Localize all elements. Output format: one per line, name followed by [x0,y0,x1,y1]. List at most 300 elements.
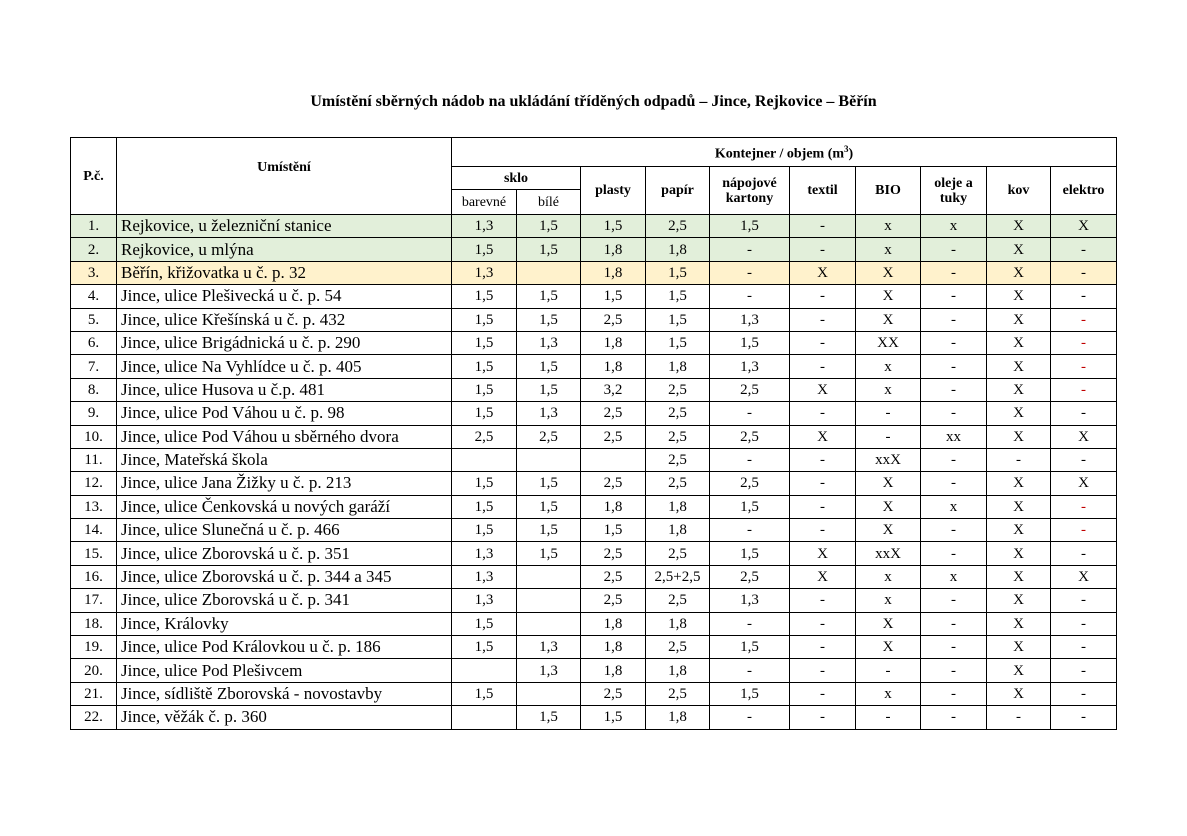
header-textil: textil [790,167,856,215]
cell-oleje-tuky: - [921,612,987,635]
cell-plasty: 3,2 [581,378,646,401]
cell-papir: 1,5 [646,331,710,354]
cell-oleje-tuky: - [921,331,987,354]
cell-sklo-barevne: 1,5 [452,378,517,401]
table-row [71,448,1117,471]
cell-sklo-barevne: 1,3 [452,589,517,612]
table-row [71,425,1117,448]
cell-oleje-tuky: - [921,472,987,495]
cell-elektro: - [1051,589,1117,612]
row-number: 20. [71,659,117,682]
cell-papir: 1,5 [646,261,710,284]
row-number: 2. [71,238,117,261]
cell-napojove-kartony: - [710,448,790,471]
cell-textil: X [790,378,856,401]
cell-oleje-tuky: - [921,448,987,471]
cell-bio: x [856,565,921,588]
row-location: Jince, ulice Brigádnická u č. p. 290 [117,331,452,354]
header-elektro: elektro [1051,167,1117,215]
cell-sklo-barevne: 1,5 [452,682,517,705]
header-kov: kov [987,167,1051,215]
cell-bio: x [856,589,921,612]
cell-papir: 2,5 [646,402,710,425]
cell-napojove-kartony: - [710,659,790,682]
cell-papir: 1,8 [646,495,710,518]
cell-textil: - [790,589,856,612]
cell-papir: 2,5 [646,589,710,612]
cell-plasty: 2,5 [581,565,646,588]
cell-textil: - [790,355,856,378]
cell-kov: X [987,402,1051,425]
cell-sklo-bile [517,448,581,471]
cell-sklo-barevne: 1,5 [452,355,517,378]
cell-bio: x [856,355,921,378]
cell-papir: 2,5 [646,425,710,448]
cell-kov: X [987,378,1051,401]
cell-kov: X [987,519,1051,542]
cell-elektro: X [1051,472,1117,495]
row-location: Jince, ulice Slunečná u č. p. 466 [117,519,452,542]
document-title: Umístění sběrných nádob na ukládání tříděných odpadů – Jince, Rejkovice – Běřín [310,93,877,110]
row-number: 13. [71,495,117,518]
cell-sklo-bile: 1,5 [517,519,581,542]
cell-elektro: - [1051,659,1117,682]
cell-sklo-bile [517,261,581,284]
cell-oleje-tuky: - [921,682,987,705]
cell-napojove-kartony: 1,5 [710,495,790,518]
row-number: 3. [71,261,117,284]
cell-sklo-barevne: 1,3 [452,261,517,284]
cell-sklo-bile: 1,3 [517,402,581,425]
cell-napojove-kartony: - [710,238,790,261]
cell-bio: xxX [856,542,921,565]
cell-textil: - [790,612,856,635]
cell-sklo-barevne: 1,3 [452,215,517,238]
cell-plasty: 1,5 [581,285,646,308]
cell-kov: - [987,706,1051,729]
cell-oleje-tuky: - [921,355,987,378]
cell-sklo-bile [517,682,581,705]
cell-textil: X [790,542,856,565]
cell-bio: X [856,472,921,495]
table-row [71,636,1117,659]
cell-sklo-barevne [452,448,517,471]
cell-textil: - [790,682,856,705]
cell-textil: X [790,261,856,284]
cell-bio: x [856,682,921,705]
row-location: Jince, ulice Pod Váhou u č. p. 98 [117,402,452,425]
cell-napojove-kartony: 2,5 [710,378,790,401]
cell-kov: X [987,285,1051,308]
cell-kov: X [987,565,1051,588]
cell-sklo-bile [517,612,581,635]
cell-oleje-tuky: - [921,378,987,401]
row-location: Běřín, křižovatka u č. p. 32 [117,261,452,284]
cell-sklo-barevne: 2,5 [452,425,517,448]
row-number: 11. [71,448,117,471]
row-location: Jince, věžák č. p. 360 [117,706,452,729]
cell-plasty: 2,5 [581,542,646,565]
cell-elektro: - [1051,378,1117,401]
cell-kov: X [987,612,1051,635]
cell-sklo-bile: 1,5 [517,706,581,729]
cell-textil: - [790,215,856,238]
cell-papir: 2,5 [646,215,710,238]
table-row [71,542,1117,565]
cell-oleje-tuky: - [921,659,987,682]
row-number: 8. [71,378,117,401]
cell-papir: 2,5 [646,636,710,659]
cell-textil: - [790,308,856,331]
cell-oleje-tuky: - [921,402,987,425]
cell-napojove-kartony: 2,5 [710,565,790,588]
cell-bio: xxX [856,448,921,471]
row-location: Jince, ulice Na Vyhlídce u č. p. 405 [117,355,452,378]
table-row [71,565,1117,588]
cell-sklo-barevne: 1,5 [452,331,517,354]
cell-textil: - [790,238,856,261]
table-row [71,472,1117,495]
cell-oleje-tuky: x [921,495,987,518]
row-number: 17. [71,589,117,612]
cell-bio: x [856,215,921,238]
table-row [71,659,1117,682]
cell-sklo-bile [517,589,581,612]
cell-bio: X [856,285,921,308]
cell-elektro: - [1051,238,1117,261]
row-location: Jince, ulice Zborovská u č. p. 341 [117,589,452,612]
cell-papir: 1,8 [646,238,710,261]
header-location: Umístění [117,138,452,215]
cell-sklo-barevne: 1,5 [452,612,517,635]
cell-napojove-kartony: 1,5 [710,215,790,238]
row-number: 9. [71,402,117,425]
cell-papir: 2,5 [646,378,710,401]
cell-napojove-kartony: 1,5 [710,636,790,659]
cell-textil: - [790,285,856,308]
table-row [71,612,1117,635]
cell-kov: - [987,448,1051,471]
cell-kov: X [987,215,1051,238]
cell-kov: X [987,238,1051,261]
cell-bio: X [856,612,921,635]
cell-sklo-barevne [452,706,517,729]
cell-papir: 2,5 [646,542,710,565]
cell-bio: - [856,706,921,729]
cell-plasty: 2,5 [581,402,646,425]
row-location: Jince, Královky [117,612,452,635]
header-papir: papír [646,167,710,215]
cell-kov: X [987,472,1051,495]
cell-napojove-kartony: 2,5 [710,425,790,448]
header-sklo: sklo [452,167,581,190]
row-number: 18. [71,612,117,635]
row-number: 6. [71,331,117,354]
cell-bio: XX [856,331,921,354]
cell-elektro: - [1051,495,1117,518]
cell-napojove-kartony: - [710,519,790,542]
cell-textil: - [790,659,856,682]
table-row [71,495,1117,518]
cell-kov: X [987,495,1051,518]
cell-textil: - [790,636,856,659]
cell-elektro: - [1051,261,1117,284]
cell-bio: x [856,378,921,401]
cell-kov: X [987,355,1051,378]
cell-kov: X [987,261,1051,284]
row-number: 21. [71,682,117,705]
cell-papir: 1,8 [646,706,710,729]
header-barevne: barevné [452,190,517,215]
table-row [71,238,1117,261]
cell-kov: X [987,636,1051,659]
cell-sklo-barevne: 1,5 [452,636,517,659]
cell-sklo-barevne: 1,5 [452,285,517,308]
cell-oleje-tuky: - [921,519,987,542]
cell-oleje-tuky: - [921,285,987,308]
waste-containers-table [70,137,1117,730]
header-bio: BIO [856,167,921,215]
cell-sklo-bile: 1,5 [517,238,581,261]
cell-textil: - [790,519,856,542]
table-row [71,308,1117,331]
cell-sklo-barevne: 1,5 [452,308,517,331]
cell-oleje-tuky: x [921,565,987,588]
row-location: Jince, ulice Pod Váhou u sběrného dvora [117,425,452,448]
cell-elektro: - [1051,355,1117,378]
cell-sklo-bile: 2,5 [517,425,581,448]
cell-sklo-bile: 1,5 [517,355,581,378]
cell-plasty: 1,8 [581,659,646,682]
cell-oleje-tuky: - [921,238,987,261]
cell-elektro: X [1051,215,1117,238]
table-row [71,331,1117,354]
cell-plasty: 1,8 [581,495,646,518]
cell-plasty: 1,8 [581,612,646,635]
cell-kov: X [987,589,1051,612]
cell-sklo-bile: 1,5 [517,308,581,331]
row-number: 7. [71,355,117,378]
cell-elektro: - [1051,308,1117,331]
cell-kov: X [987,682,1051,705]
cell-plasty: 2,5 [581,425,646,448]
row-location: Jince, ulice Pod Královkou u č. p. 186 [117,636,452,659]
cell-papir: 2,5 [646,472,710,495]
cell-sklo-barevne: 1,5 [452,495,517,518]
cell-sklo-barevne: 1,5 [452,472,517,495]
cell-napojove-kartony: 1,3 [710,308,790,331]
table-row [71,589,1117,612]
cell-elektro: - [1051,331,1117,354]
cell-oleje-tuky: xx [921,425,987,448]
row-location: Jince, ulice Zborovská u č. p. 351 [117,542,452,565]
cell-bio: X [856,495,921,518]
cell-napojove-kartony: - [710,612,790,635]
cell-sklo-barevne: 1,3 [452,542,517,565]
row-location: Jince, Mateřská škola [117,448,452,471]
cell-papir: 2,5 [646,448,710,471]
row-number: 10. [71,425,117,448]
cell-sklo-bile: 1,3 [517,331,581,354]
cell-plasty: 1,8 [581,636,646,659]
cell-kov: X [987,331,1051,354]
row-location: Jince, ulice Husova u č.p. 481 [117,378,452,401]
row-location: Rejkovice, u mlýna [117,238,452,261]
cell-sklo-bile: 1,5 [517,215,581,238]
header-pc: P.č. [71,138,117,215]
cell-elektro: - [1051,542,1117,565]
cell-papir: 1,8 [646,519,710,542]
table-row [71,519,1117,542]
cell-textil: - [790,495,856,518]
table-row [71,682,1117,705]
row-number: 12. [71,472,117,495]
cell-sklo-bile: 1,5 [517,542,581,565]
cell-textil: X [790,565,856,588]
cell-elektro: X [1051,565,1117,588]
table-row [71,402,1117,425]
cell-elektro: - [1051,636,1117,659]
cell-napojove-kartony: - [710,285,790,308]
cell-sklo-barevne: 1,5 [452,519,517,542]
cell-bio: X [856,636,921,659]
cell-plasty: 2,5 [581,308,646,331]
cell-napojove-kartony: - [710,261,790,284]
cell-sklo-bile: 1,5 [517,378,581,401]
cell-napojove-kartony: 1,5 [710,331,790,354]
row-number: 22. [71,706,117,729]
cell-plasty: 2,5 [581,682,646,705]
cell-sklo-barevne: 1,5 [452,402,517,425]
cell-oleje-tuky: - [921,706,987,729]
cell-napojove-kartony: - [710,706,790,729]
cell-plasty: 1,5 [581,215,646,238]
cell-papir: 1,8 [646,355,710,378]
cell-elektro: - [1051,519,1117,542]
table-row [71,378,1117,401]
cell-oleje-tuky: - [921,308,987,331]
cell-sklo-bile [517,565,581,588]
header-container-group: Kontejner / objem $(m^3)$ [452,138,1117,167]
cell-napojove-kartony: 1,5 [710,542,790,565]
cell-textil: - [790,448,856,471]
row-location: Jince, ulice Pod Plešivcem [117,659,452,682]
table-row [71,355,1117,378]
cell-kov: X [987,425,1051,448]
cell-textil: X [790,425,856,448]
row-number: 5. [71,308,117,331]
cell-plasty: 1,8 [581,355,646,378]
cell-oleje-tuky: - [921,636,987,659]
header-plasty: plasty [581,167,646,215]
cell-plasty: 2,5 [581,472,646,495]
row-location: Jince, ulice Zborovská u č. p. 344 a 345 [117,565,452,588]
cell-plasty: 2,5 [581,589,646,612]
cell-sklo-bile: 1,3 [517,636,581,659]
cell-textil: - [790,331,856,354]
row-location: Jince, ulice Čenkovská u nových garáží [117,495,452,518]
cell-sklo-bile: 1,5 [517,472,581,495]
cell-bio: - [856,425,921,448]
cell-bio: X [856,261,921,284]
cell-oleje-tuky: x [921,215,987,238]
row-number: 1. [71,215,117,238]
cell-papir: 1,8 [646,612,710,635]
row-location: Jince, sídliště Zborovská - novostavby [117,682,452,705]
cell-elektro: - [1051,402,1117,425]
row-number: 16. [71,565,117,588]
cell-oleje-tuky: - [921,542,987,565]
cell-kov: X [987,308,1051,331]
cell-bio: X [856,519,921,542]
cell-elektro: - [1051,612,1117,635]
cell-plasty: 1,8 [581,261,646,284]
cell-textil: - [790,706,856,729]
cell-plasty: 1,5 [581,519,646,542]
row-location: Jince, ulice Křešínská u č. p. 432 [117,308,452,331]
table-row [71,215,1117,238]
row-location: Jince, ulice Jana Žižky u č. p. 213 [117,472,452,495]
table-row [71,261,1117,284]
cell-bio: x [856,238,921,261]
cell-napojove-kartony: 1,3 [710,589,790,612]
cell-napojove-kartony: 2,5 [710,472,790,495]
cell-napojove-kartony: 1,5 [710,682,790,705]
row-location: Jince, ulice Plešivecká u č. p. 54 [117,285,452,308]
cell-napojove-kartony: 1,3 [710,355,790,378]
cell-oleje-tuky: - [921,589,987,612]
cell-plasty [581,448,646,471]
cell-elektro: - [1051,448,1117,471]
header-napojove-kartony: nápojové kartony [710,167,790,215]
row-number: 15. [71,542,117,565]
header-oleje-tuky: oleje a tuky [921,167,987,215]
cell-sklo-barevne: 1,3 [452,565,517,588]
cell-papir: 2,5 [646,682,710,705]
row-location: Rejkovice, u železniční stanice [117,215,452,238]
cell-bio: - [856,659,921,682]
cell-bio: X [856,308,921,331]
cell-textil: - [790,472,856,495]
cell-sklo-barevne: 1,5 [452,238,517,261]
cell-sklo-bile: 1,5 [517,495,581,518]
row-number: 4. [71,285,117,308]
cell-bio: - [856,402,921,425]
cell-papir: 1,8 [646,659,710,682]
cell-papir: 1,5 [646,308,710,331]
cell-elektro: - [1051,682,1117,705]
cell-plasty: 1,5 [581,706,646,729]
cell-elektro: X [1051,425,1117,448]
cell-elektro: - [1051,285,1117,308]
table-row [71,285,1117,308]
cell-plasty: 1,8 [581,331,646,354]
cell-sklo-bile: 1,3 [517,659,581,682]
cell-kov: X [987,659,1051,682]
cell-kov: X [987,542,1051,565]
cell-sklo-bile: 1,5 [517,285,581,308]
cell-papir: 2,5+2,5 [646,565,710,588]
cell-oleje-tuky: - [921,261,987,284]
cell-elektro: - [1051,706,1117,729]
header-bile: bílé [517,190,581,215]
cell-napojove-kartony: - [710,402,790,425]
table-row [71,706,1117,729]
cell-papir: 1,5 [646,285,710,308]
cell-textil: - [790,402,856,425]
row-number: 14. [71,519,117,542]
row-number: 19. [71,636,117,659]
